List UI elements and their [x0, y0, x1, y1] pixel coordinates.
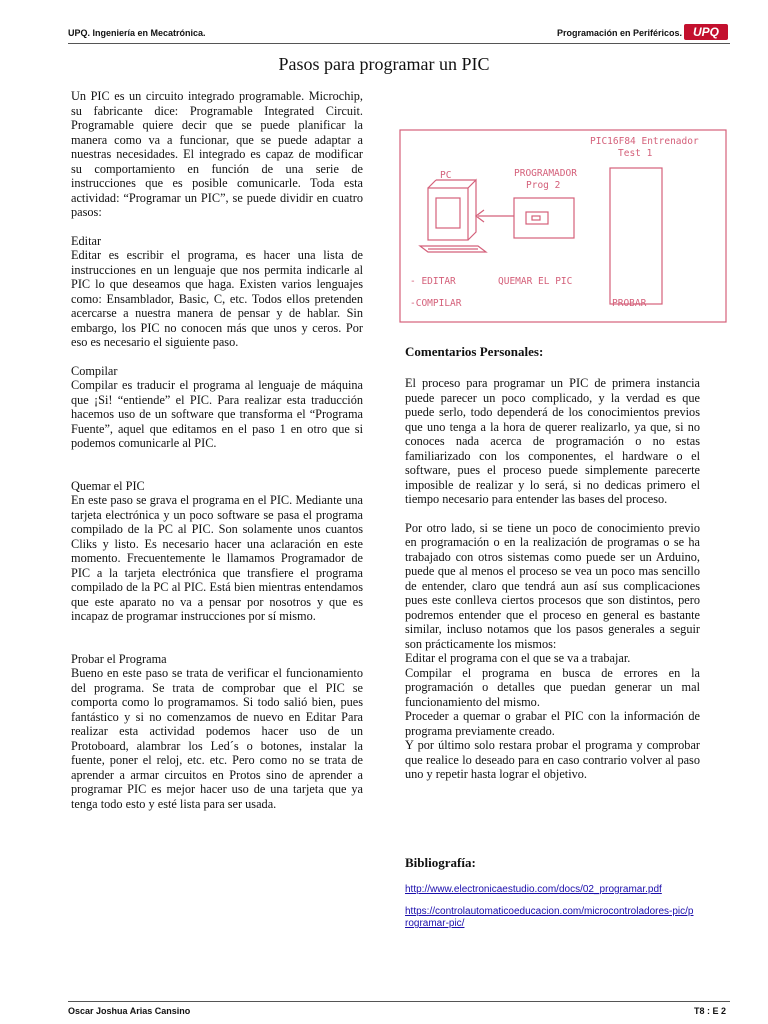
trainer-box: [610, 168, 662, 304]
comments-body: [405, 376, 700, 782]
comments-paragraph-1: El proceso para programar un PIC de primera instancia puede parecer un poco complicado, y la verdad es que puede serlo, todo dependerá de los conocimientos previos que uno tenga a la hora de querer realizarlo, ya que, si no conoces nada acerca de programación o no estas familiarizado con los componentes, el hardware o el software, pues el proceso puede simplemente parecerte imposible de realizar y lo será, si no dedicas primero el tiempo necesario para entender las bases del proceso.: [405, 376, 700, 506]
diagram-quemar-label: QUEMAR EL PIC: [498, 276, 573, 287]
pc-screen: [436, 198, 460, 228]
bibliography-link-2[interactable]: https://controlautomaticoeducacion.com/microcontroladores-pic/programar-pic/: [405, 906, 694, 929]
programmer-box: [514, 198, 574, 238]
header-divider: [68, 43, 730, 44]
section-heading-quemar: Quemar el PIC: [71, 478, 145, 493]
upq-logo: UPQ: [684, 24, 728, 40]
footer-author: Oscar Joshua Arias Cansino: [68, 1006, 191, 1016]
comments-step-1: Editar el programa con el que se va a trabajar.: [405, 651, 631, 665]
pc-monitor: [428, 188, 468, 240]
footer-divider: [68, 1001, 730, 1002]
header-left: UPQ. Ingeniería en Mecatrónica.: [68, 28, 206, 38]
pc-monitor-side: [468, 180, 476, 240]
diagram-programmer-sublabel: Prog 2: [526, 180, 561, 191]
diagram-trainer-sublabel: Test 1: [618, 148, 653, 159]
intro-paragraph: Un PIC es un circuito integrado programable. Microchip, su fabricante dice: Programable Integrated Circuit. Programable quiere decir que se puede planificar la manera como va a funcionar, que se puede adaptar a nuestras necesidades. El integrado es capaz de modificar su comportamiento en función de una serie de instrucciones que es posible comunicarle. Toda esta actividad: “Programar un PIC”, se puede dividir en cuatro pasos:: [71, 89, 363, 219]
section-heading-editar: Editar: [71, 233, 102, 248]
diagram-trainer-label: PIC16F84 Entrenador: [590, 136, 699, 147]
diagram-compilar-label: -COMPILAR: [410, 298, 462, 309]
left-column: [71, 89, 363, 811]
section-heading-probar: Probar el Programa: [71, 651, 167, 666]
comments-heading-text: Comentarios Personales:: [405, 344, 544, 359]
programmer-chip: [526, 212, 548, 224]
diagram-editar-label: - EDITAR: [410, 276, 456, 287]
comments-step-4: Y por último solo restara probar el programa y comprobar que realice lo deseado para en caso contrario volver al paso uno y repetir hasta lograr el objetivo.: [405, 738, 700, 781]
bibliography-list: [405, 884, 700, 930]
section-body-compilar: Compilar es traducir el programa al lenguaje de máquina que ¡Si! “entiende” el PIC. Para realizar esta traducción hacemos uso de un software que transforma el “Programa Fuente”, aquel que editamos en el paso 1 en otro que si podemos comunicarle al PIC.: [71, 378, 363, 450]
section-body-quemar: En este paso se grava el programa en el PIC. Mediante una tarjeta electrónica y un poco software se pasa el programa compilado de la PC al PIC. Son solamente unos cuantos Cliks y listo. Es necesario hacer una aclaración en este momento. Frecuentemente le llamamos Programador de PIC a la tarjeta electrónica que transfiere el programa compilado de la PC al PIC. Está bien mientras entendamos que este aparato no va a pensar por nosotros y que es incapaz de programar instrucciones por sí mismo.: [71, 493, 363, 623]
section-body-editar: Editar es escribir el programa, es hacer una lista de instrucciones en un lenguaje que nos permita indicarle al PIC lo que deseamos que haga. Existen varios lenguajes como: Ensamblador, Basic, C, etc. Todos ellos pretenden acercarse a nuestra manera de pensar y de hablar. Sin embargo, los PIC no conocen más que unos y ceros. Por eso es necesario el siguiente paso.: [71, 248, 363, 349]
comments-step-3: Proceder a quemar o grabar el PIC con la información de programa previamente creado.: [405, 709, 700, 738]
comments-step-2: Compilar el programa en busca de errores en la programación o detalles que puedan generar un mal funcionamiento del mismo.: [405, 665, 700, 709]
bibliography-link-1[interactable]: http://www.electronicaestudio.com/docs/02_programar.pdf: [405, 884, 662, 895]
diagram-pc-label: PC: [440, 170, 452, 181]
bibliography-heading: [405, 856, 700, 871]
comments-paragraph-2: Por otro lado, si se tiene un poco de conocimiento previo en programación o en la realización de programas o se ha trabajado con otros sistemas como puede ser un Arduino, puede que al menos el proceso se vea un poco mas sencillo de entender, claro que tendrá aun así sus complicaciones pues este conlleva ciertos procesos que son distintos, pero podremos entender que el proceso en general es bastante similar, incluso notamos que los pasos generales a seguir son prácticamente los mismos:: [405, 520, 700, 651]
page-title: Pasos para programar un PIC: [278, 54, 490, 74]
section-heading-compilar: Compilar: [71, 363, 118, 378]
diagram-programmer-label: PROGRAMADOR: [514, 168, 577, 179]
diagram-frame: [400, 130, 726, 322]
section-body-probar: Bueno en este paso se trata de verificar el funcionamiento del programa. Se trata de comprobar que el PIC se comporta como lo programamos. Si todo salió bien, pues fantástico y si no comenzamos de nuevo en Editar Para realizar esta actividad podemos hacer uso de un Protoboard, alambrar los Led´s o botones, instalar la fuente, poner el reloj, etc. etc. Pero como no se trata de aprender a armar circuitos en Protos sino de aprender a programar PIC es mejor hacer uso de una tarjeta que ya tenga todo esto y esté lista para ser usada.: [71, 666, 363, 811]
pic-programming-diagram: [398, 128, 728, 326]
header-right: Programación en Periféricos.: [556, 28, 682, 38]
comments-heading: [405, 345, 700, 360]
diagram-probar-label: PROBAR: [612, 298, 647, 309]
footer-page-code: T8 : E 2: [693, 1006, 726, 1016]
bibliography-heading-text: Bibliografía:: [405, 855, 476, 870]
